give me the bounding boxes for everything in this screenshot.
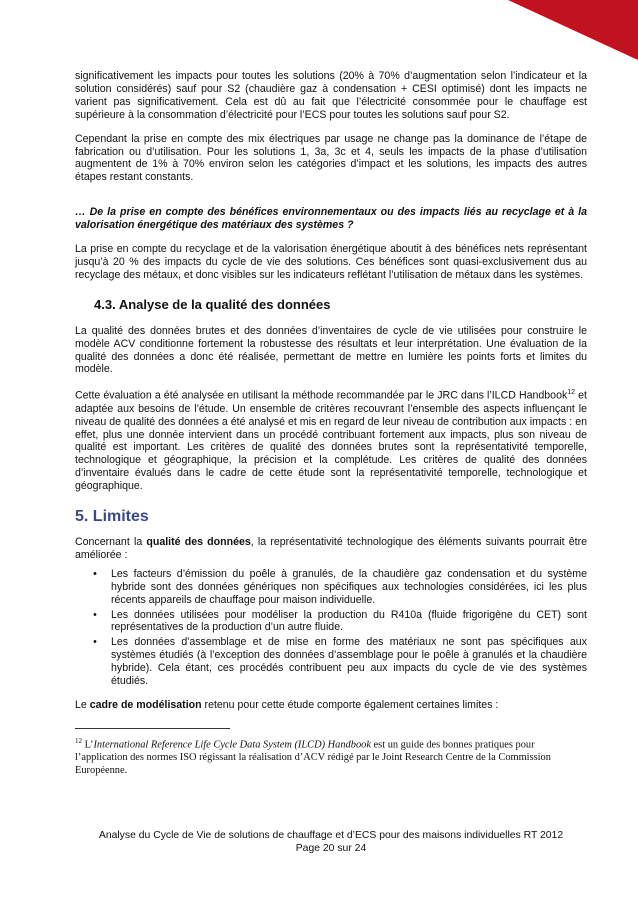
paragraph-cadre-modelisation <box>75 699 587 712</box>
section-heading-5-limites: 5. Limites <box>75 508 149 526</box>
cadre-text-end: retenu pour cette étude comporte également certaines limites : <box>201 698 499 711</box>
page-content <box>75 70 587 777</box>
evaluation-text-end: et adaptée aux besoins de l’étude. Un ensemble de critères recouvrant l’ensemble des aspects influençant le niveau de qualité des données a été analysé et mis en regard de leur niveau de contribution aux impacts : en effet, plus une donnée intervient dans un procédé contribuant fortement aux impacts, plus son niveau de qualité est important. Les critères de qualité des données brutes sont la représentativité temporelle, technologique et géographique, la précision et la complétude. Les critères de qualité des données d’inventaire évalués dans le cadre de cette étude sont la représentativité temporelle, technologique et géographique. <box>75 389 587 493</box>
paragraph-evaluation-jrc <box>75 387 587 493</box>
limites-intro-bold: qualité des données <box>146 536 251 548</box>
paragraph-mix-electrique: Cependant la prise en compte des mix électriques par usage ne change pas la dominance de l’étape de fabrication ou d’utilisation. Pour les solutions 1, 3a, 3c et 4, seuls les impacts de la phase d’utilisation augmentent de 1% à 70% environ selon les catégories d’impact et les solutions, les impacts des autres étapes restant constants. <box>75 132 587 184</box>
list-item <box>75 636 587 688</box>
paragraph-qualite-donnees: La qualité des données brutes et des données d’inventaires de cycle de vie utilisées pour construire le modèle ACV conditionne fortement la robustesse des résultats et leur interprétation. Une évaluation de la qualité des données a donc été réalisée, permettant de mettre en lumière les points forts et limites du modèle. <box>75 324 587 376</box>
paragraph-recyclage: La prise en compte du recyclage et de la valorisation énergétique aboutit à des bénéfices nets représentant jusqu’à 20 % des impacts du cycle de vie des solutions. Ces bénéfices sont quasi-exclusivement dus au recyclage des métaux, et donc visibles sur les indicateurs reflétant l’utilisation de métaux dans les systèmes. <box>75 243 587 281</box>
bullet-icon: • <box>93 567 97 580</box>
list-item-text: Les données d'assemblage et de mise en forme des matériaux ne sont pas spécifiques aux systèmes étudiés (à l’exception des données d’assemblage pour le poêle à granulés et la chaudière hybride). Cela étant, ces procédés contribuent peu aux impacts du cycle de vie des systèmes étudiés. <box>111 636 587 688</box>
footnote-divider <box>75 728 230 729</box>
cadre-text-start: Le <box>75 698 90 711</box>
footer-page-number: Page 20 sur 24 <box>295 842 367 854</box>
footnote-number: 12 <box>75 736 82 745</box>
cadre-text-bold: cadre de modélisation <box>89 698 202 711</box>
subsection-question-recyclage: … De la prise en compte des bénéfices environnementaux ou des impacts liés au recyclage et à la valorisation énergétique des matériaux des systèmes ? <box>75 206 587 232</box>
limites-intro-start: Concernant la <box>75 536 147 548</box>
footnote-italic-title: International Reference Life Cycle Data System (ILCD) Handbook <box>93 739 371 751</box>
list-item <box>75 609 587 635</box>
red-corner-decoration <box>508 0 638 60</box>
limites-bullet-list <box>75 568 587 688</box>
footer-document-title: Analyse du Cycle de Vie de solutions de chauffage et d’ECS pour des maisons individuelles RT 2012 <box>98 830 564 841</box>
list-item <box>75 568 587 607</box>
footnote-text-end: est un guide des bonnes pratiques pour l’application des normes ISO régissant la réalisation d’ACV rédigé par le Joint Research Centre de la Commission Européenne. <box>75 739 551 777</box>
footnote <box>75 735 587 777</box>
bullet-icon: • <box>93 636 97 649</box>
footnote-text-start: L’ <box>82 739 94 751</box>
bullet-icon: • <box>93 608 97 621</box>
paragraph-electricity-impacts: significativement les impacts pour toutes les solutions (20% à 70% d’augmentation selon l’indicateur et la solution considérés) sauf pour S2 (chaudière gaz à condensation + CESI optimisé) dont les impacts ne varient pas significativement. Cela est dû au fait que l’électricité consommée pour le chauffage est supérieure à la consommation d’électricité pour l’ECS pour toutes les solutions sauf pour S2. <box>75 70 587 121</box>
evaluation-text-start: Cette évaluation a été analysée en utilisant la méthode recommandée par le JRC dans l’ILCD Handbook <box>75 389 568 402</box>
list-item-text: Les facteurs d’émission du poêle à granulés, de la chaudière gaz condensation et du système hybride sont des données génériques non spécifiques aux technologies considérées, ici les plus récents appareils de chauffage pour maison individuelle. <box>111 567 587 606</box>
limites-intro-end: , la représentativité technologique des éléments suivants pourrait être améliorée : <box>75 536 587 561</box>
paragraph-limites-intro <box>75 536 587 562</box>
footnote-reference[interactable]: 12 <box>567 389 576 397</box>
page-footer <box>75 830 587 855</box>
list-item-text: Les données utilisées pour modéliser la production du R410a (fluide frigorigène du CET) sont représentatives de la production d’un autre fluide. <box>111 608 587 634</box>
section-heading-4-3: 4.3. Analyse de la qualité des données <box>94 296 331 312</box>
